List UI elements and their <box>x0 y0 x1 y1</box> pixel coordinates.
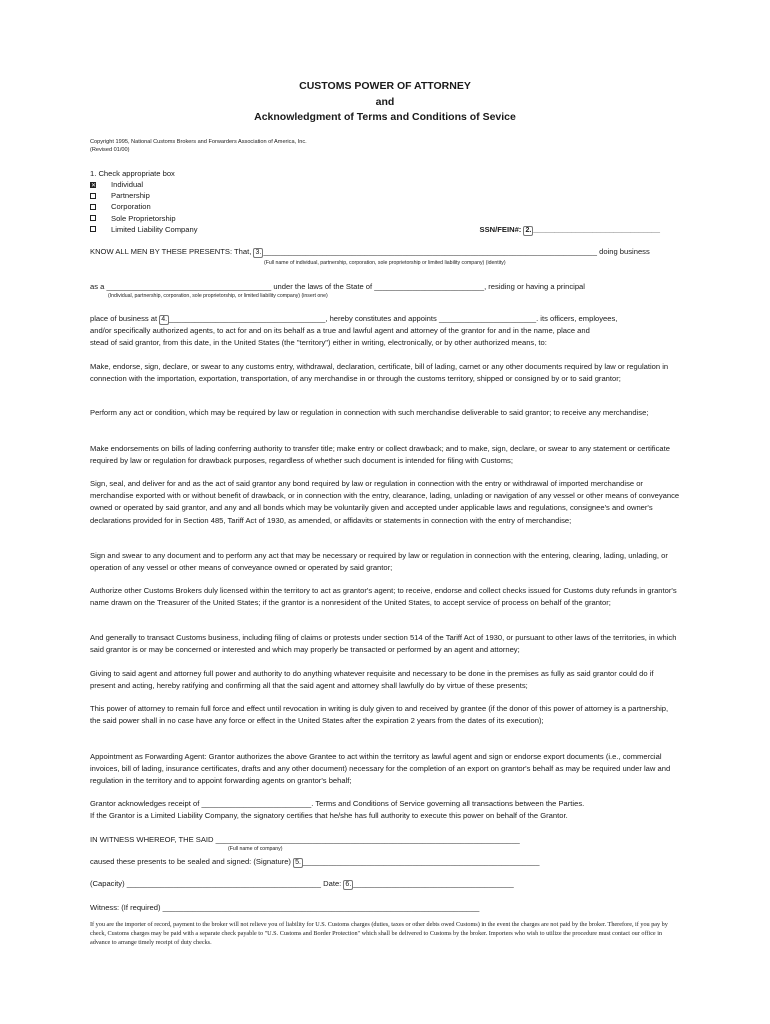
copyright-notice <box>90 138 307 154</box>
place-line-2: and/or specifically authorized agents, to act for and on its behalf as a true and lawful agent and attorney of the grantor for and in the name, place and <box>90 326 590 336</box>
witness-label: Witness: (If required) <box>90 903 161 912</box>
place-prefix: place of business at <box>90 314 158 323</box>
company-name-note: (Full name of company) <box>228 846 283 852</box>
as-a-suffix: , residing or having a principal <box>484 282 585 291</box>
signature-blank[interactable]: ________________________________________________________ <box>302 857 540 866</box>
place-of-business-block <box>90 313 680 350</box>
acknowledgment-block <box>90 798 680 822</box>
signature-label: caused these presents to be sealed and signed: (Signature) <box>90 857 291 866</box>
section-heading: 1. Check appropriate box <box>90 169 175 178</box>
payment-disclaimer: If you are the importer of record, payment to the broker will not relieve you of liability for U.S. Customs charges (duties, taxes or other debts owed Customs) in the event the charges are not paid by the broker. Therefore, if you pay by check, Customs charges may be paid with a separate check payable to "U.S. Customs and Border Protection" which shall be delivered to Customs by the broker. Importers who wish to utilize the procedure must contact our office in advance to arrange timely receipt of duty checks. <box>90 921 668 946</box>
option-sole-proprietorship[interactable] <box>90 213 680 224</box>
llc-certification: If the Grantor is a Limited Liability Company, the signatory certifies that he/she has full authority to execute this power on behalf of the Grantor. <box>90 811 568 821</box>
grantor-name-blank[interactable]: _______________________________________________________________________________ <box>263 247 597 256</box>
field-number-badge: 4. <box>161 316 168 323</box>
document-title-and: and <box>375 96 395 108</box>
field-number-badge: 6. <box>345 881 352 888</box>
entity-type-blank[interactable]: _______________________________________ <box>106 282 272 291</box>
paragraph-sign-seal: Sign, seal, and deliver for and as the act of said grantor any bond required by law or regulation in connection with the entry or withdrawal of imported merchandise or merchandise exported with or without benefit of drawback, or in connection with the entry, clearance, lading, unlading or navigation of any vessel or other means of conveyance owned or operated by said grantor, and any and all bonds which may be voluntarily given and accepted under applicable laws and regulations, consignee's and owner's declarations provided for in Section 485, Tariff Act of 1930, as amended, or affidavits or statements in connection with the entry of merchandise; <box>90 479 680 525</box>
paragraph-sign-swear: Sign and swear to any document and to perform any act that may be necessary or required by law or regulation in connection with the entering, clearing, lading, unlading, or operation of any vessel or other means of conveyance owned or operated by said grantor; <box>90 551 668 573</box>
witness-blank[interactable]: ___________________________________________________________________________ <box>162 903 480 912</box>
revision-line: (Revised 01/00) <box>90 147 130 153</box>
paragraph-perform-act: Perform any act or condition, which may be required by law or regulation in connection with such merchandise deliverable to said grantor; to receive any merchandise; <box>90 408 649 417</box>
checkbox-icon[interactable] <box>90 204 96 210</box>
paragraph-authorize-brokers: Authorize other Customs Brokers duly licensed within the territory to act as grantor's agent; to receive, endorse and collect checks issued for Customs duty refunds in grantor's name drawn on the Treasurer of the United States; if the grantor is a nonresident of the United States, to accept service of process on behalf of the grantor; <box>90 586 677 608</box>
ssn-label: SSN/FEIN#: <box>479 225 522 234</box>
checkbox-icon[interactable] <box>90 193 96 199</box>
capacity-date-line <box>90 878 680 890</box>
option-label: Sole Proprietorship <box>111 213 176 223</box>
option-individual[interactable] <box>90 179 680 190</box>
checkbox-checked-icon[interactable]: ✕ <box>91 182 97 189</box>
field-number-badge: 2. <box>525 227 532 234</box>
date-label: Date: <box>323 879 342 888</box>
place-middle: , hereby constitutes and appoints <box>325 314 437 323</box>
know-suffix: doing business <box>599 247 650 256</box>
as-a-note: (Individual, partnership, corporation, sole proprietorship, or limited liability company) (insert one) <box>108 293 328 299</box>
paragraph-endorsements: Make endorsements on bills of lading conferring authority to transfer title; make entry or collect drawback; and to make, sign, declare, or swear to any statement or certificate required by law or regulation for drawback purposes, regardless of whether such document is intended for filing with Customs; <box>90 444 670 466</box>
entity-type-section <box>90 168 680 235</box>
witness-whereof-line <box>90 834 680 846</box>
capacity-label: (Capacity) <box>90 879 125 888</box>
state-blank[interactable]: __________________________ <box>374 282 485 291</box>
signature-line <box>90 856 680 868</box>
agent-blank[interactable]: _______________________ <box>438 314 537 323</box>
paragraph-make-endorse: Make, endorse, sign, declare, or swear to any customs entry, withdrawal, declaration, certificate, bill of lading, carnet or any other documents required by law or regulation in connection with the importation, exportation, transportation, of any merchandise in or through the customs territory, shipped or consigned by or to said grantor; <box>90 362 669 384</box>
option-corporation[interactable] <box>90 201 680 212</box>
paragraph-transact-business: And generally to transact Customs business, including filing of claims or protests under section 514 of the Tariff Act of 1930, or pursuant to other laws of the territories, in which said grantor is or may be concerned or interested and which may properly be transacted or performed by an agent and attorney; <box>90 633 677 655</box>
capacity-blank[interactable]: ______________________________________________ <box>126 879 322 888</box>
paragraph-forwarding-agent: Appointment as Forwarding Agent: Grantor authorizes the above Grantee to act within the territory as lawful agent and sign or endorse export documents (i.e., commercial invoices, bill of lading, insurance certificates, drafts and any other document) necessary for the completion of an export on grantor's behalf as may be required under law and regulation in the territory and to appoint forwarding agents on grantor's behalf; <box>90 752 671 786</box>
place-suffix: . its officers, employees, <box>536 314 618 323</box>
address-blank[interactable]: _____________________________________ <box>169 314 326 323</box>
document-subtitle: Acknowledgment of Terms and Conditions of Sevice <box>254 111 516 123</box>
ssn-fein-field[interactable] <box>480 224 660 236</box>
checkbox-icon[interactable] <box>90 226 96 232</box>
date-blank[interactable]: ______________________________________ <box>353 879 514 888</box>
know-note: (Full name of individual, partnership, corporation, sole proprietorship or limited liability company) (identity) <box>264 260 506 266</box>
place-line-3: stead of said grantor, from this date, in the United States (the "territory") either in writing, electronically, or by other authorized means, to: <box>90 338 547 348</box>
field-number-badge: 3. <box>255 249 262 256</box>
witness-line <box>90 902 680 914</box>
as-a-prefix: as a <box>90 282 105 291</box>
paragraph-revocation: This power of attorney to remain full force and effect until revocation in writing is duly given to and received by grantee (if the donor of this power of attorney is a partnership, the said power shall in no case have any force or effect in the United States after the expiration 2 years from the dates of its execution); <box>90 704 669 726</box>
field-number-badge: 5. <box>295 859 301 866</box>
option-partnership[interactable] <box>90 190 680 201</box>
as-a-line <box>90 281 680 293</box>
company-name-blank[interactable]: ________________________________________________________________________ <box>215 835 520 844</box>
checkbox-icon[interactable] <box>90 215 96 221</box>
know-all-men-line <box>90 246 680 258</box>
paragraph-giving-power: Giving to said agent and attorney full power and authority to do anything whatever requisite and necessary to be done in the premises as fully as said grantor could do if present and acting, hereby ratifying and confirming all that the said agent and attorney shall lawfully do by virtue of these presents; <box>90 669 654 691</box>
know-prefix: KNOW ALL MEN BY THESE PRESENTS: That, <box>90 247 252 256</box>
option-label: Corporation <box>111 202 151 212</box>
as-a-middle: under the laws of the State of <box>273 282 373 291</box>
ack-suffix: . Terms and Conditions of Service governing all transactions between the Parties. <box>311 799 585 808</box>
copyright-line: Copyright 1995, National Customs Brokers and Forwarders Association of America, Inc. <box>90 139 307 145</box>
option-label: Partnership <box>111 191 150 201</box>
option-label: Limited Liability Company <box>111 224 198 234</box>
witness-whereof-prefix: IN WITNESS WHEREOF, THE SAID <box>90 835 214 844</box>
ssn-blank[interactable]: ______________________________ <box>533 225 660 234</box>
option-label: Individual <box>111 180 144 190</box>
terms-date-blank[interactable]: __________________________ <box>201 799 312 808</box>
document-title: CUSTOMS POWER OF ATTORNEY <box>299 80 471 92</box>
ack-prefix: Grantor acknowledges receipt of <box>90 799 200 808</box>
